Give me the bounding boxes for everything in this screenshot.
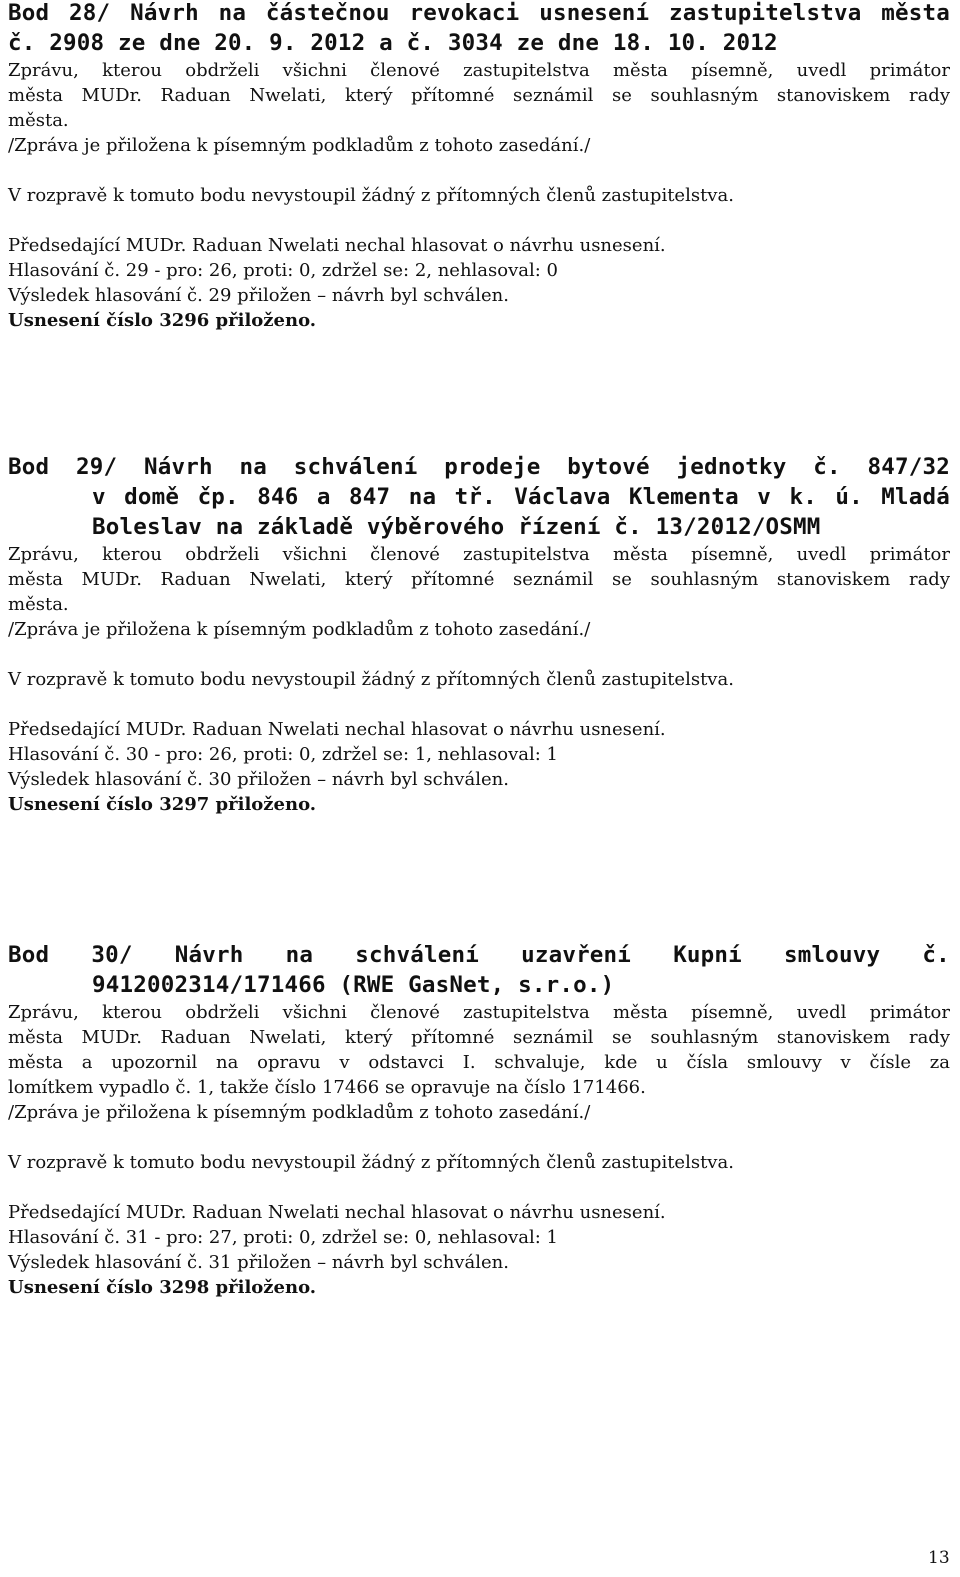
report-line: města. <box>8 110 69 131</box>
heading-line: 9412002314/171466 (RWE GasNet, s.r.o.) <box>92 972 615 998</box>
agenda-item-29 <box>8 452 950 817</box>
heading-line: v domě čp. 846 a 847 na tř. Václava Klementa v k. ú. Mladá <box>92 484 950 510</box>
report-line: města MUDr. Raduan Nwelati, který přítomné seznámil se souhlasným stanoviskem rady <box>8 85 950 106</box>
vote-result: Výsledek hlasování č. 31 přiložen – návrh byl schválen. <box>8 1252 509 1273</box>
vote-count: Hlasování č. 29 - pro: 26, proti: 0, zdržel se: 2, nehlasoval: 0 <box>8 260 559 281</box>
vote-count: Hlasování č. 30 - pro: 26, proti: 0, zdržel se: 1, nehlasoval: 1 <box>8 744 559 765</box>
attachment-note: /Zpráva je přiložena k písemným podkladům z tohoto zasedání./ <box>8 619 591 640</box>
report-line: Zprávu, kterou obdrželi všichni členové zastupitelstva města písemně, uvedl primátor <box>8 60 950 81</box>
chair-note: Předsedající MUDr. Raduan Nwelati nechal hlasovat o návrhu usnesení. <box>8 719 666 740</box>
report-line: města a upozornil na opravu v odstavci I. schvaluje, kde u čísla smlouvy v čísle za <box>8 1052 950 1073</box>
report-line: města. <box>8 594 69 615</box>
report-line: Zprávu, kterou obdrželi všichni členové zastupitelstva města písemně, uvedl primátor <box>8 1002 950 1023</box>
heading-word: 30/ <box>91 942 133 968</box>
heading-word: na <box>285 942 314 968</box>
heading-word: smlouvy <box>784 942 881 968</box>
heading-line: Bod 28/ Návrh na částečnou revokaci usnesení zastupitelstva města <box>8 0 950 26</box>
debate-note: V rozpravě k tomuto bodu nevystoupil žádný z přítomných členů zastupitelstva. <box>8 1152 734 1173</box>
resolution-number: Usnesení číslo 3296 přiloženo. <box>8 310 317 331</box>
agenda-item-heading <box>8 940 950 1000</box>
heading-line: č. 2908 ze dne 20. 9. 2012 a č. 3034 ze dne 18. 10. 2012 <box>8 30 778 56</box>
report-paragraph <box>8 58 950 133</box>
page-number: 13 <box>928 1548 950 1568</box>
heading-word: Bod <box>8 942 50 968</box>
report-paragraph <box>8 1000 950 1100</box>
report-line: města MUDr. Raduan Nwelati, který přítomné seznámil se souhlasným stanoviskem rady <box>8 569 950 590</box>
heading-word: schválení <box>355 942 479 968</box>
heading-line <box>8 940 950 970</box>
report-line: Zprávu, kterou obdrželi všichni členové zastupitelstva města písemně, uvedl primátor <box>8 544 950 565</box>
vote-result: Výsledek hlasování č. 29 přiložen – návrh byl schválen. <box>8 285 509 306</box>
heading-word: Návrh <box>174 942 244 968</box>
debate-note: V rozpravě k tomuto bodu nevystoupil žádný z přítomných členů zastupitelstva. <box>8 185 734 206</box>
heading-word: uzavření <box>521 942 632 968</box>
report-line: města MUDr. Raduan Nwelati, který přítomné seznámil se souhlasným stanoviskem rady <box>8 1027 950 1048</box>
report-line: lomítkem vypadlo č. 1, takže číslo 17466 se opravuje na číslo 171466. <box>8 1077 646 1098</box>
agenda-item-heading <box>8 0 950 58</box>
resolution-number: Usnesení číslo 3297 přiloženo. <box>8 794 317 815</box>
resolution-number: Usnesení číslo 3298 přiloženo. <box>8 1277 317 1298</box>
agenda-item-heading <box>8 452 950 542</box>
agenda-item-28 <box>8 0 950 333</box>
chair-note: Předsedající MUDr. Raduan Nwelati nechal hlasovat o návrhu usnesení. <box>8 1202 666 1223</box>
heading-word: č. <box>922 942 950 968</box>
heading-word: Kupní <box>673 942 742 968</box>
vote-result: Výsledek hlasování č. 30 přiložen – návrh byl schválen. <box>8 769 509 790</box>
debate-note: V rozpravě k tomuto bodu nevystoupil žádný z přítomných členů zastupitelstva. <box>8 669 734 690</box>
vote-count: Hlasování č. 31 - pro: 27, proti: 0, zdržel se: 0, nehlasoval: 1 <box>8 1227 559 1248</box>
heading-line: Bod 29/ Návrh na schválení prodeje bytové jednotky č. 847/32 <box>8 454 950 480</box>
attachment-note: /Zpráva je přiložena k písemným podkladům z tohoto zasedání./ <box>8 1102 591 1123</box>
chair-note: Předsedající MUDr. Raduan Nwelati nechal hlasovat o návrhu usnesení. <box>8 235 666 256</box>
report-paragraph <box>8 542 950 617</box>
agenda-item-30 <box>8 940 950 1300</box>
heading-line: Boleslav na základě výběrového řízení č. 13/2012/OSMM <box>92 514 821 540</box>
attachment-note: /Zpráva je přiložena k písemným podkladům z tohoto zasedání./ <box>8 135 591 156</box>
